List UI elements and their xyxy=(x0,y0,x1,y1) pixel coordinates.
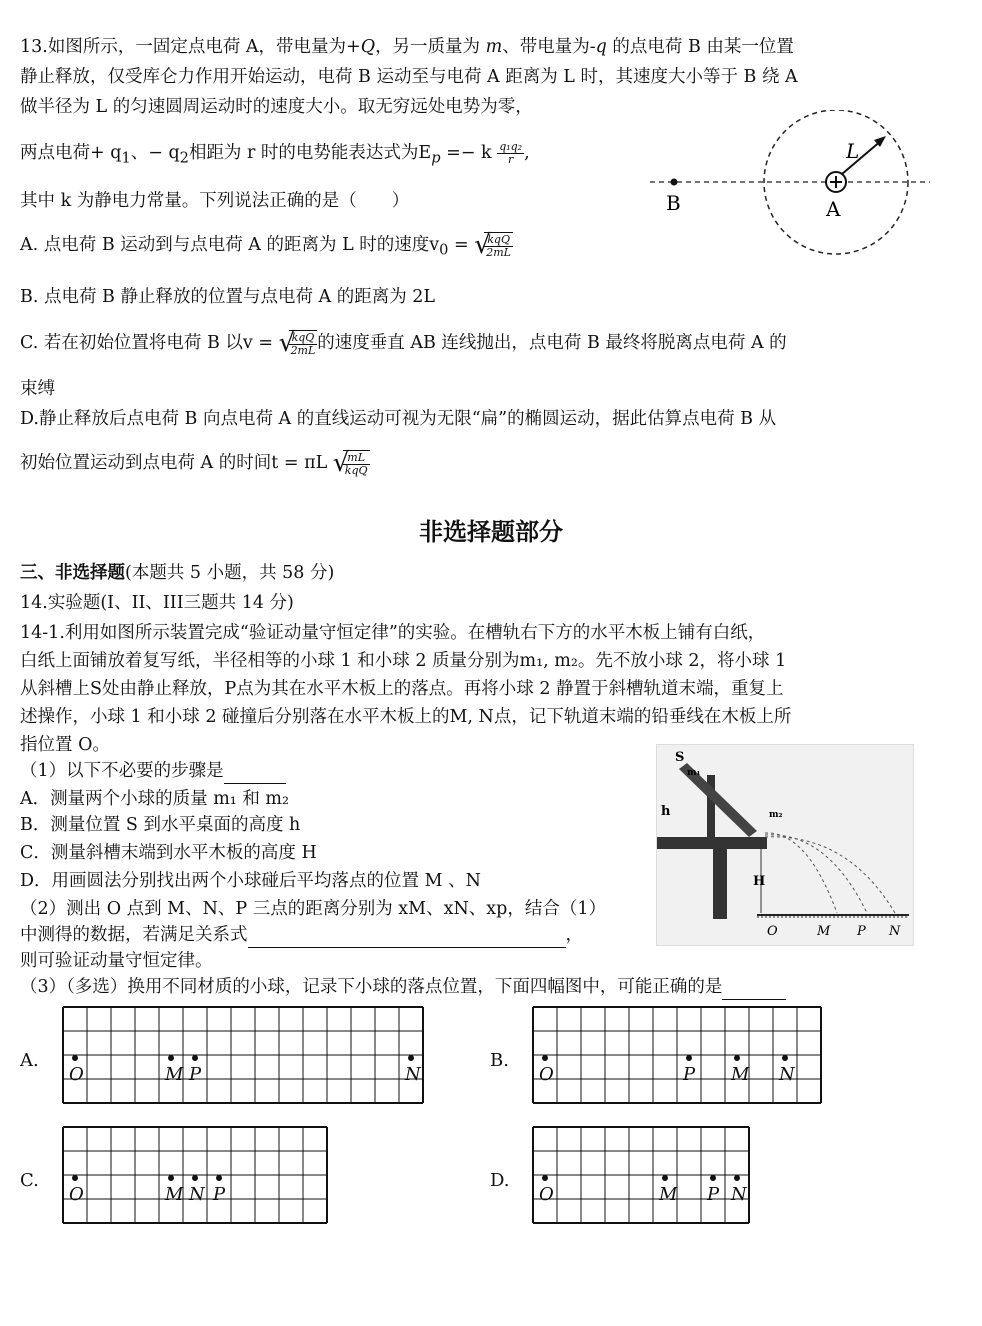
q14-1-step2-line3: 则可验证动量守恒定律。 xyxy=(20,951,213,971)
point-label-n: N xyxy=(731,1184,747,1205)
q14-1-step1-D: D．用画圆法分别找出两个小球碰后平均落点的位置 M 、N xyxy=(20,871,481,891)
point-label-o: O xyxy=(539,1064,554,1085)
q14-1-line2: 白纸上面铺放着复写纸，半径相等的小球 1 和小球 2 质量分别为m₁, m₂。先不放小球 2，将小球 1 xyxy=(20,651,787,671)
point-n xyxy=(734,1175,740,1181)
photo-label-m2: m₂ xyxy=(769,810,783,820)
q14-title: 14.实验题(I、II、III三题共 14 分) xyxy=(20,593,294,613)
grid-label-D: D. xyxy=(490,1170,510,1191)
q13-option-A: A. 点电荷 B 运动到与点电荷 A 的距离为 L 时的速度$v_0$ = √ $\frac{\text{kqQ}}{2mL}$ xyxy=(20,230,511,260)
point-n xyxy=(192,1175,198,1181)
point-p xyxy=(686,1055,692,1061)
point-label-o: O xyxy=(539,1184,554,1205)
point-p xyxy=(216,1175,222,1181)
grid-option-A xyxy=(62,1006,434,1114)
q14-1-step2-line2: 中测得的数据，若满足关系式 ， xyxy=(20,922,583,948)
point-m xyxy=(734,1055,740,1061)
point-label-m: M xyxy=(731,1064,750,1085)
answer-blank-2[interactable] xyxy=(248,947,566,948)
q13-option-B: B. 点电荷 B 静止释放的位置与点电荷 A 的距离为 2L xyxy=(20,287,436,307)
part3-title: 三、非选择题(本题共 5 小题，共 58 分) xyxy=(20,563,335,583)
point-label-n: N xyxy=(405,1064,421,1085)
q13-line4: 两点电荷+ $q_1$、− $q_2$相距为 r 时的电势能表达式为$E_p =- k$ $\frac{\text{q₁q₂}}{r}$ , xyxy=(20,140,530,167)
q14-1-step1-C: C．测量斜槽末端到水平木板的高度 H xyxy=(20,843,317,863)
apparatus-figure xyxy=(656,744,914,946)
point-label-m: M xyxy=(165,1184,184,1205)
charge-diagram xyxy=(640,110,940,260)
photo-label-S: S xyxy=(675,750,685,765)
q14-1-line5: 指位置 O。 xyxy=(20,735,110,755)
point-label-n: N xyxy=(779,1064,795,1085)
q14-1-step2-line1: （2）测出 O 点到 M、N、P 三点的距离分别为 xM、xN、xp，结合（1） xyxy=(20,899,606,919)
point-p xyxy=(710,1175,716,1181)
grid-label-C: C. xyxy=(20,1170,39,1191)
q14-1-line3: 从斜槽上S处由静止释放，P点为其在水平木板上的落点。再将小球 2 静置于斜槽轨道末端，重复上 xyxy=(20,679,784,699)
point-n xyxy=(408,1055,414,1061)
photo-label-P: P xyxy=(857,924,866,939)
q14-1-step1-B: B．测量位置 S 到水平桌面的高度 h xyxy=(20,815,301,835)
q13-line3: 做半径为 L 的匀速圆周运动时的速度大小。取无穷远处电势为零， xyxy=(20,97,533,117)
photo-label-H: H xyxy=(753,874,766,889)
photo-label-N: N xyxy=(889,924,901,939)
photo-label-O: O xyxy=(767,924,778,939)
charge-B-dot xyxy=(671,179,678,186)
label-B: B xyxy=(666,191,681,215)
q13-option-C: C. 若在初始位置将电荷 B 以v = √ $\frac{\text{kqQ}}{2mL}$ 的速度垂直 AB 连线抛出，点电荷 B 最终将脱离点电荷 A 的 xyxy=(20,328,787,358)
point-label-n: N xyxy=(189,1184,205,1205)
grid-option-C xyxy=(62,1126,332,1234)
point-o xyxy=(542,1175,548,1181)
photo-label-m1: m₁ xyxy=(687,768,701,778)
energy-fraction: $\frac{\text{q₁q₂}}{r}$ xyxy=(499,140,523,166)
q14-1-step3: （3）（多选）换用不同材质的小球，记录下小球的落点位置，下面四幅图中，可能正确的是 xyxy=(20,974,786,1000)
point-label-m: M xyxy=(165,1064,184,1085)
point-o xyxy=(72,1055,78,1061)
point-label-p: P xyxy=(213,1184,226,1205)
label-A: A xyxy=(826,197,841,221)
q13-line5: 其中 k 为静电力常量。下列说法正确的是（ ） xyxy=(20,191,410,211)
point-o xyxy=(542,1055,548,1061)
grid-option-D xyxy=(532,1126,758,1234)
point-n xyxy=(782,1055,788,1061)
point-label-o: O xyxy=(69,1184,84,1205)
q13-line1: 13.如图所示，一固定点电荷 A，带电量为+Q，另一质量为 m、带电量为-q 的点电荷 B 由某一位置 xyxy=(20,37,794,57)
point-m xyxy=(168,1175,174,1181)
q13-option-D-line2: 初始位置运动到点电荷 A 的时间t = πL √ $\frac{mL}{\text{kqQ}}$ xyxy=(20,448,368,478)
q13-option-C-line2: 束缚 xyxy=(20,379,55,399)
q13-line2: 静止释放，仅受库仑力作用开始运动，电荷 B 运动至与电荷 A 距离为 L 时，其速度大小等于 B 绕 A xyxy=(20,67,798,87)
grid-option-B xyxy=(532,1006,832,1114)
photo-label-M: M xyxy=(817,924,831,939)
q14-1-line1: 14-1.利用如图所示装置完成“验证动量守恒定律”的实验。在槽轨右下方的水平木板上铺有白纸， xyxy=(20,623,766,643)
point-m xyxy=(662,1175,668,1181)
point-p xyxy=(192,1055,198,1061)
point-m xyxy=(168,1055,174,1061)
q14-1-step1-A: A．测量两个小球的质量 m₁ 和 m₂ xyxy=(20,789,290,809)
q14-1-line4: 述操作，小球 1 和小球 2 碰撞后分别落在水平木板上的M, N点，记下轨道末端的铅垂线在木板上所 xyxy=(20,707,792,727)
answer-blank-1[interactable] xyxy=(224,783,286,784)
point-o xyxy=(72,1175,78,1181)
point-label-p: P xyxy=(707,1184,720,1205)
grid-label-B: B. xyxy=(490,1050,509,1071)
point-label-o: O xyxy=(69,1064,84,1085)
grid-label-A: A. xyxy=(20,1050,39,1071)
photo-label-h: h xyxy=(661,804,671,819)
section-heading: 非选择题部分 xyxy=(419,518,563,546)
point-label-p: P xyxy=(683,1064,696,1085)
label-L: L xyxy=(846,139,860,163)
point-label-p: P xyxy=(189,1064,202,1085)
answer-blank-3[interactable] xyxy=(722,999,786,1000)
point-label-m: M xyxy=(659,1184,678,1205)
q14-1-step1: （1）以下不必要的步骤是 xyxy=(20,758,286,784)
q13-option-D-line1: D.静止释放后点电荷 B 向点电荷 A 的直线运动可视为无限“扁”的椭圆运动，据此估算点电荷 B 从 xyxy=(20,409,777,429)
